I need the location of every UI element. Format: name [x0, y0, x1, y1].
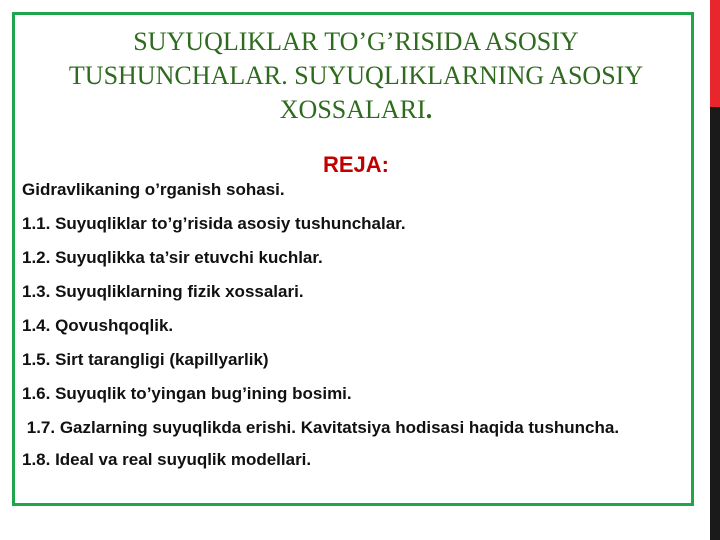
side-accent-black	[710, 107, 720, 540]
plan-item: 1.6. Suyuqlik to’yingan bug’ining bosimi.	[22, 384, 352, 403]
plan-item: 1.2. Suyuqlikka ta’sir etuvchi kuchlar.	[22, 248, 323, 267]
slide-title	[15, 25, 697, 127]
title-line-3: XOSSALARI	[279, 95, 426, 124]
plan-item: 1.1. Suyuqliklar to’g’risida asosiy tushunchalar.	[22, 214, 406, 233]
title-period: .	[425, 95, 433, 124]
plan-list	[22, 179, 682, 483]
plan-heading: REJA:	[322, 152, 389, 177]
plan-item: 1.3. Suyuqliklarning fizik xossalari.	[22, 282, 304, 301]
side-accent-bar	[710, 0, 720, 540]
title-line-2: TUSHUNCHALAR. SUYUQLIKLARNING ASOSIY	[68, 61, 644, 90]
side-accent-red	[710, 0, 720, 107]
plan-item: 1.5. Sirt tarangligi (kapillyarlik)	[22, 350, 269, 369]
plan-item: Gidravlikaning o’rganish sohasi.	[22, 180, 285, 199]
plan-item: 1.4. Qovushqoqlik.	[22, 316, 174, 335]
title-line-1: SUYUQLIKLAR TO’G’RISIDA ASOSIY	[133, 27, 579, 56]
slide-frame	[12, 12, 694, 506]
plan-item: 1.7. Gazlarning suyuqlikda erishi. Kavitatsiya hodisasi haqida tushuncha.	[22, 418, 620, 437]
plan-item: 1.8. Ideal va real suyuqlik modellari.	[22, 450, 312, 469]
